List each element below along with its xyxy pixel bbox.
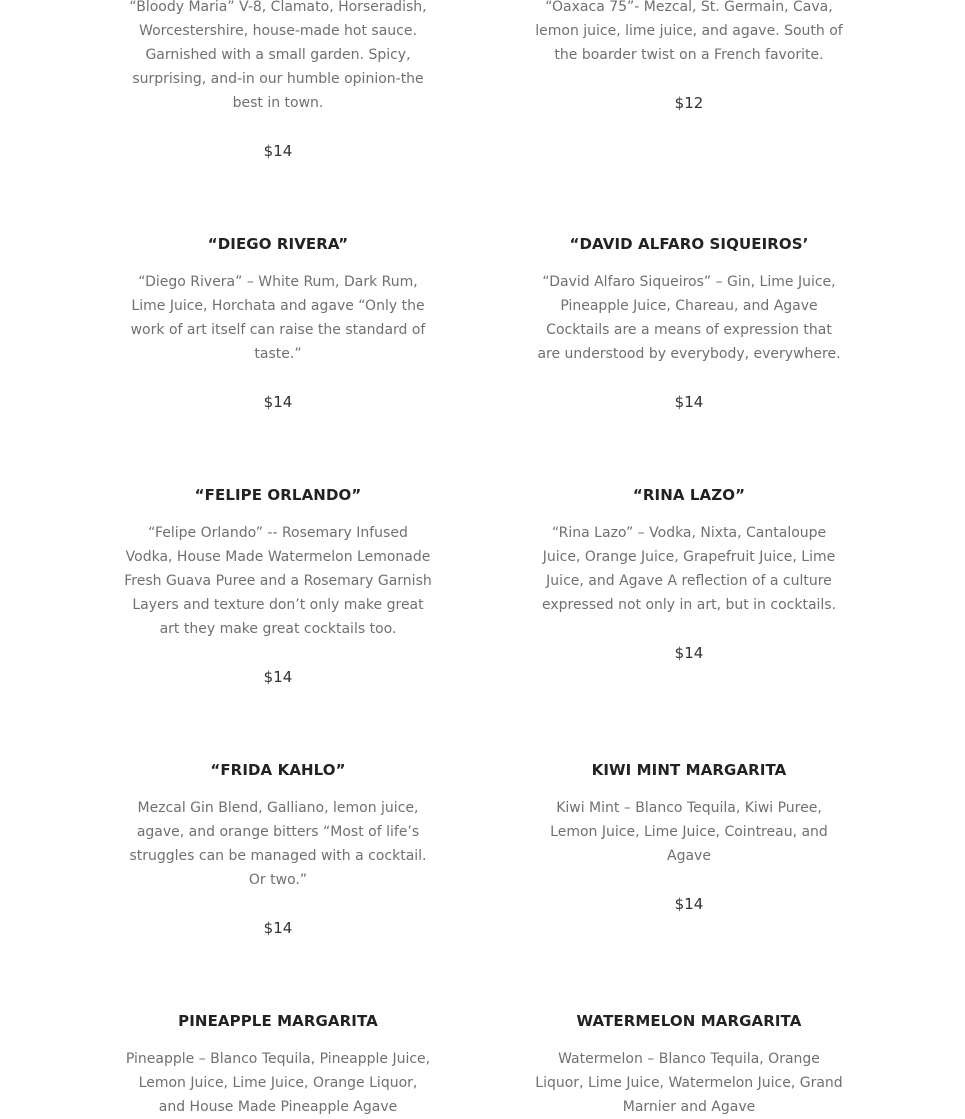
menu-item-description: Pineapple – Blanco Tequila, Pineapple Juice, Lemon Juice, Lime Juice, Orange Liquor, and House Made Pineapple Agave xyxy=(125,1051,431,1115)
menu-item-kiwi-mint-margarita xyxy=(529,758,849,916)
menu-item-title: “DAVID ALFARO SIQUEIROS’ xyxy=(569,235,809,253)
menu-item-title: PINEAPPLE MARGARITA xyxy=(178,1012,378,1030)
menu-item-oaxaca-75 xyxy=(529,0,849,115)
menu-item-felipe-orlando xyxy=(118,483,438,689)
menu-item-watermelon-margarita xyxy=(529,1009,849,1119)
menu-item-david-alfaro-siqueiros xyxy=(529,232,849,414)
menu-item-description: Watermelon – Blanco Tequila, Orange Liquor, Lime Juice, Watermelon Juice, Grand Marnier and Agave xyxy=(535,1051,843,1115)
menu-item-bloody-maria xyxy=(118,0,438,163)
menu-item-price: $12 xyxy=(674,94,704,112)
menu-item-description: Kiwi Mint – Blanco Tequila, Kiwi Puree, Lemon Juice, Lime Juice, Cointreau, and Agave xyxy=(550,800,828,864)
menu-item-price: $14 xyxy=(674,895,704,913)
menu-item-rina-lazo xyxy=(529,483,849,665)
menu-item-title: “FELIPE ORLANDO” xyxy=(194,486,362,504)
menu-item-title: WATERMELON MARGARITA xyxy=(576,1012,802,1030)
menu-item-description: Mezcal Gin Blend, Galliano, lemon juice, agave, and orange bitters “Most of life’s struggles can be managed with a cocktail. Or two.” xyxy=(129,800,427,888)
menu-item-price: $14 xyxy=(674,644,704,662)
menu-item-description: “Bloody Maria” V-8, Clamato, Horseradish, Worcestershire, house-made hot sauce. Garnished with a small garden. Spicy, surprising, and-in our humble opinion-the best in town. xyxy=(129,0,427,111)
menu-item-title: “RINA LAZO” xyxy=(632,486,746,504)
menu-item-price: $14 xyxy=(263,919,293,937)
menu-item-pineapple-margarita xyxy=(118,1009,438,1119)
menu-item-title: “FRIDA KAHLO” xyxy=(210,761,346,779)
menu-item-description: “David Alfaro Siqueiros” – Gin, Lime Juice, Pineapple Juice, Chareau, and Agave Cocktails are a means of expression that are understood by everybody, everywhere. xyxy=(537,274,841,362)
menu-item-title: KIWI MINT MARGARITA xyxy=(591,761,787,779)
menu-item-title: “DIEGO RIVERA” xyxy=(207,235,349,253)
menu-item-diego-rivera xyxy=(118,232,438,414)
menu-item-description: “Felipe Orlando” -- Rosemary Infused Vodka, House Made Watermelon Lemonade Fresh Guava Puree and a Rosemary Garnish Layers and texture don’t only make great art they make great cocktails too. xyxy=(124,525,432,637)
menu-item-price: $14 xyxy=(263,393,293,411)
menu-item-description: “Diego Rivera” – White Rum, Dark Rum, Lime Juice, Horchata and agave “Only the work of art itself can raise the standard of taste.” xyxy=(130,274,426,362)
menu-item-price: $14 xyxy=(674,393,704,411)
menu-item-description: “Rina Lazo” – Vodka, Nixta, Cantaloupe Juice, Orange Juice, Grapefruit Juice, Lime Juice, and Agave A reflection of a culture expressed not only in art, but in cocktails. xyxy=(541,525,837,613)
menu-item-price: $14 xyxy=(263,142,293,160)
menu-item-description: “Oaxaca 75”- Mezcal, St. Germain, Cava, lemon juice, lime juice, and agave. South of the boarder twist on a French favorite. xyxy=(535,0,843,63)
menu-item-frida-kahlo xyxy=(118,758,438,940)
menu-item-price: $14 xyxy=(263,668,293,686)
